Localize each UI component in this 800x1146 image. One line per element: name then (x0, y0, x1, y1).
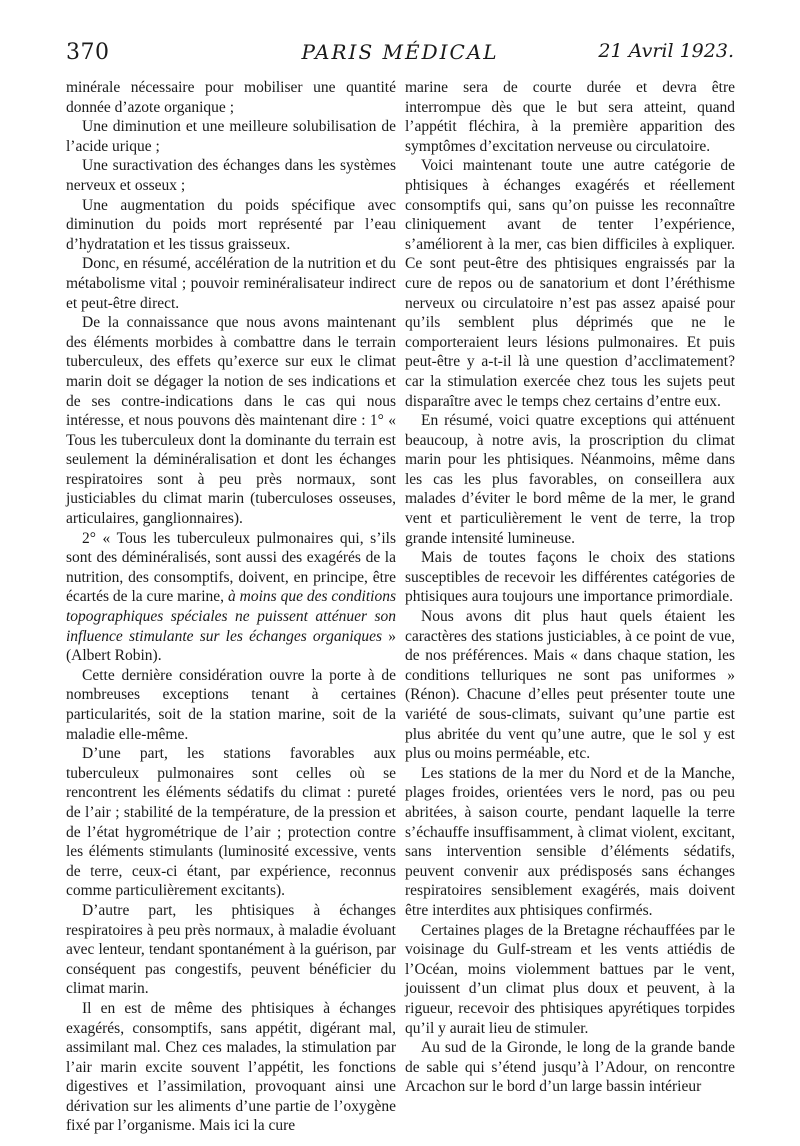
left-column (66, 78, 396, 1136)
paragraph-text: 2° « Tous les tuberculeux pulmonaires qui, s’ils sont des déminéralisés, sont aussi des exagérés de la nutrition, des consomptifs, doivent, en principe, être écartés de la cure marine, (66, 529, 396, 606)
paragraph: Il en est de même des phtisiques à échanges exagérés, consomptifs, sans appétit, digérant mal, assimilant mal. Chez ces malades, la stimulation par l’air marin excite souvent l’appétit, les fonctions digestives et l’assimilation, provoquant ainsi une dérivation sur les aliments d’une partie de l’oxygène fixé par l’organisme. Mais ici la cure (66, 999, 396, 1135)
paragraph: D’autre part, les phtisiques à échanges respiratoires à peu près normaux, à maladie évoluant avec lenteur, tendant spontanément à la guérison, par conséquent pas congestifs, peuvent bénéficier du climat marin. (66, 901, 396, 998)
paragraph: Une augmentation du poids spécifique avec diminution du poids mort représenté par l’eau d’hydratation et les tissus graisseux. (66, 196, 396, 253)
paragraph: Une diminution et une meilleure solubilisation de l’acide urique ; (66, 118, 396, 155)
journal-title: PARIS MÉDICAL (301, 40, 499, 64)
paragraph: Voici maintenant toute une autre catégorie de phtisiques à échanges exagérés et réellement consomptifs qui, sans qu’on puisse les reconnaître cliniquement avant de tenter l’expérience, s’améliorent à la mer, cas bien difficiles à expliquer. Ce sont peut-être des phtisiques engraissés par la cure de repos ou de sanatorium et dont l’éréthisme nerveux ou circulatoire n’est pas assez apaisé pour qu’ils semblent plus déprimés que ne le comporteraient leurs lésions pulmonaires. Et puis peut-être y a-t-il là une question d’acclimatement? car la stimulation exercée chez tous les sujets peut disparaître avec le temps chez certains d’entre eux. (405, 157, 735, 410)
paragraph: Donc, en résumé, accélération de la nutrition et du métabolisme vital ; pouvoir reminéralisateur indirect et peut-être direct. (66, 255, 396, 312)
paragraph: Une suractivation des échanges dans les systèmes nerveux et osseux ; (66, 157, 396, 194)
page-header (66, 40, 734, 74)
paragraph: En résumé, voici quatre exceptions qui atténuent beaucoup, à notre avis, la proscription du climat marin pour les phtisiques. Néanmoins, même dans les cas les plus favorables, on conseillera aux malades d’éviter le bord même de la mer, le grand vent et particulièrement le vent de terre, la trop grande intensité lumineuse. (405, 412, 735, 547)
paragraph: Certaines plages de la Bretagne réchauffées par le voisinage du Gulf-stream et les vents attiédis de l’Océan, moins violemment battues par le vent, jouissent d’un climat plus doux et peuvent, à la rigueur, recevoir des phtisiques apyrétiques torpides qu’il y aurait lieu de stimuler. (405, 921, 735, 1037)
right-column (405, 78, 735, 1097)
paragraph: marine sera de courte durée et devra être interrompue dès que le but sera atteint, quand l’appétit fléchira, à la première apparition des symptômes d’excitation nerveuse ou circulatoire. (405, 79, 735, 155)
emphasized-text: à moins que des conditions topographiques spéciales ne puissent atténuer son influence stimulante sur les échanges organiques (66, 588, 397, 645)
paragraph: Cette dernière considération ouvre la porte à de nombreuses exceptions tenant à certaines particularités, soit de la station marine, soit de la maladie elle-même. (66, 666, 396, 743)
paragraph: Mais de toutes façons le choix des stations susceptibles de recevoir les différentes catégories de phtisiques aura toujours une importance primordiale. (405, 549, 735, 606)
paragraph: Les stations de la mer du Nord et de la Manche, plages froides, orientées vers le nord, pas ou peu abritées, à saison courte, pendant laquelle la terre s’échauffe insuffisamment, à climat violent, excitant, sans intervention sensible d’éléments sédatifs, peuvent convenir aux prédisposés sans échanges respiratoires sensiblement exagérés, mais doivent être interdites aux phtisiques confirmés. (405, 764, 735, 919)
paragraph: Nous avons dit plus haut quels étaient les caractères des stations justiciables, à ce point de vue, de nos préférences. Mais « dans chaque station, les conditions telluriques ne sont pas uniformes » (Rénon). Chacune d’elles peut présenter toute une variété de sous-climats, suivant qu’une partie est plus abritée du vent qu’une autre, que le sol y est plus ou moins perméable, etc. (405, 608, 735, 763)
issue-date: 21 Avril 1923. (598, 40, 734, 62)
paragraph: minérale nécessaire pour mobiliser une quantité donnée d’azote organique ; (66, 79, 396, 116)
paragraph: De la connaissance que nous avons maintenant des éléments morbides à combattre dans le terrain tuberculeux, des effets qu’exerce sur eux le climat marin doit se dégager la notion de ses indications et de ses contre-indications dans le cas qui nous intéresse, et nous pouvons dès maintenant dire : 1° « Tous les tuberculeux dont la dominante du terrain est seulement la déminéralisation et dont les échanges respiratoires sont à peu près normaux, sont justiciables du climat marin (tuberculoses osseuses, articulaires, ganglionnaires). (66, 314, 396, 528)
paragraph-text: » (Albert Robin). (66, 627, 396, 665)
paragraph: Au sud de la Gironde, le long de la grande bande de sable qui s’étend jusqu’à l’Adour, on rencontre Arcachon sur le bord d’un large bassin intérieur (405, 1039, 735, 1096)
page-number: 370 (66, 40, 110, 65)
paragraph: D’une part, les stations favorables aux tuberculeux pulmonaires sont celles où se rencontrent les éléments sédatifs du climat : pureté de l’air ; stabilité de la température, de la pression et de l’état hygrométrique de l’air ; protection contre les éléments stimulants (luminosité excessive, vents de terre, ceux-ci étant, par expérience, reconnus comme particulièrement excitants). (66, 745, 396, 900)
paragraph-quote-albert-robin (66, 529, 396, 666)
